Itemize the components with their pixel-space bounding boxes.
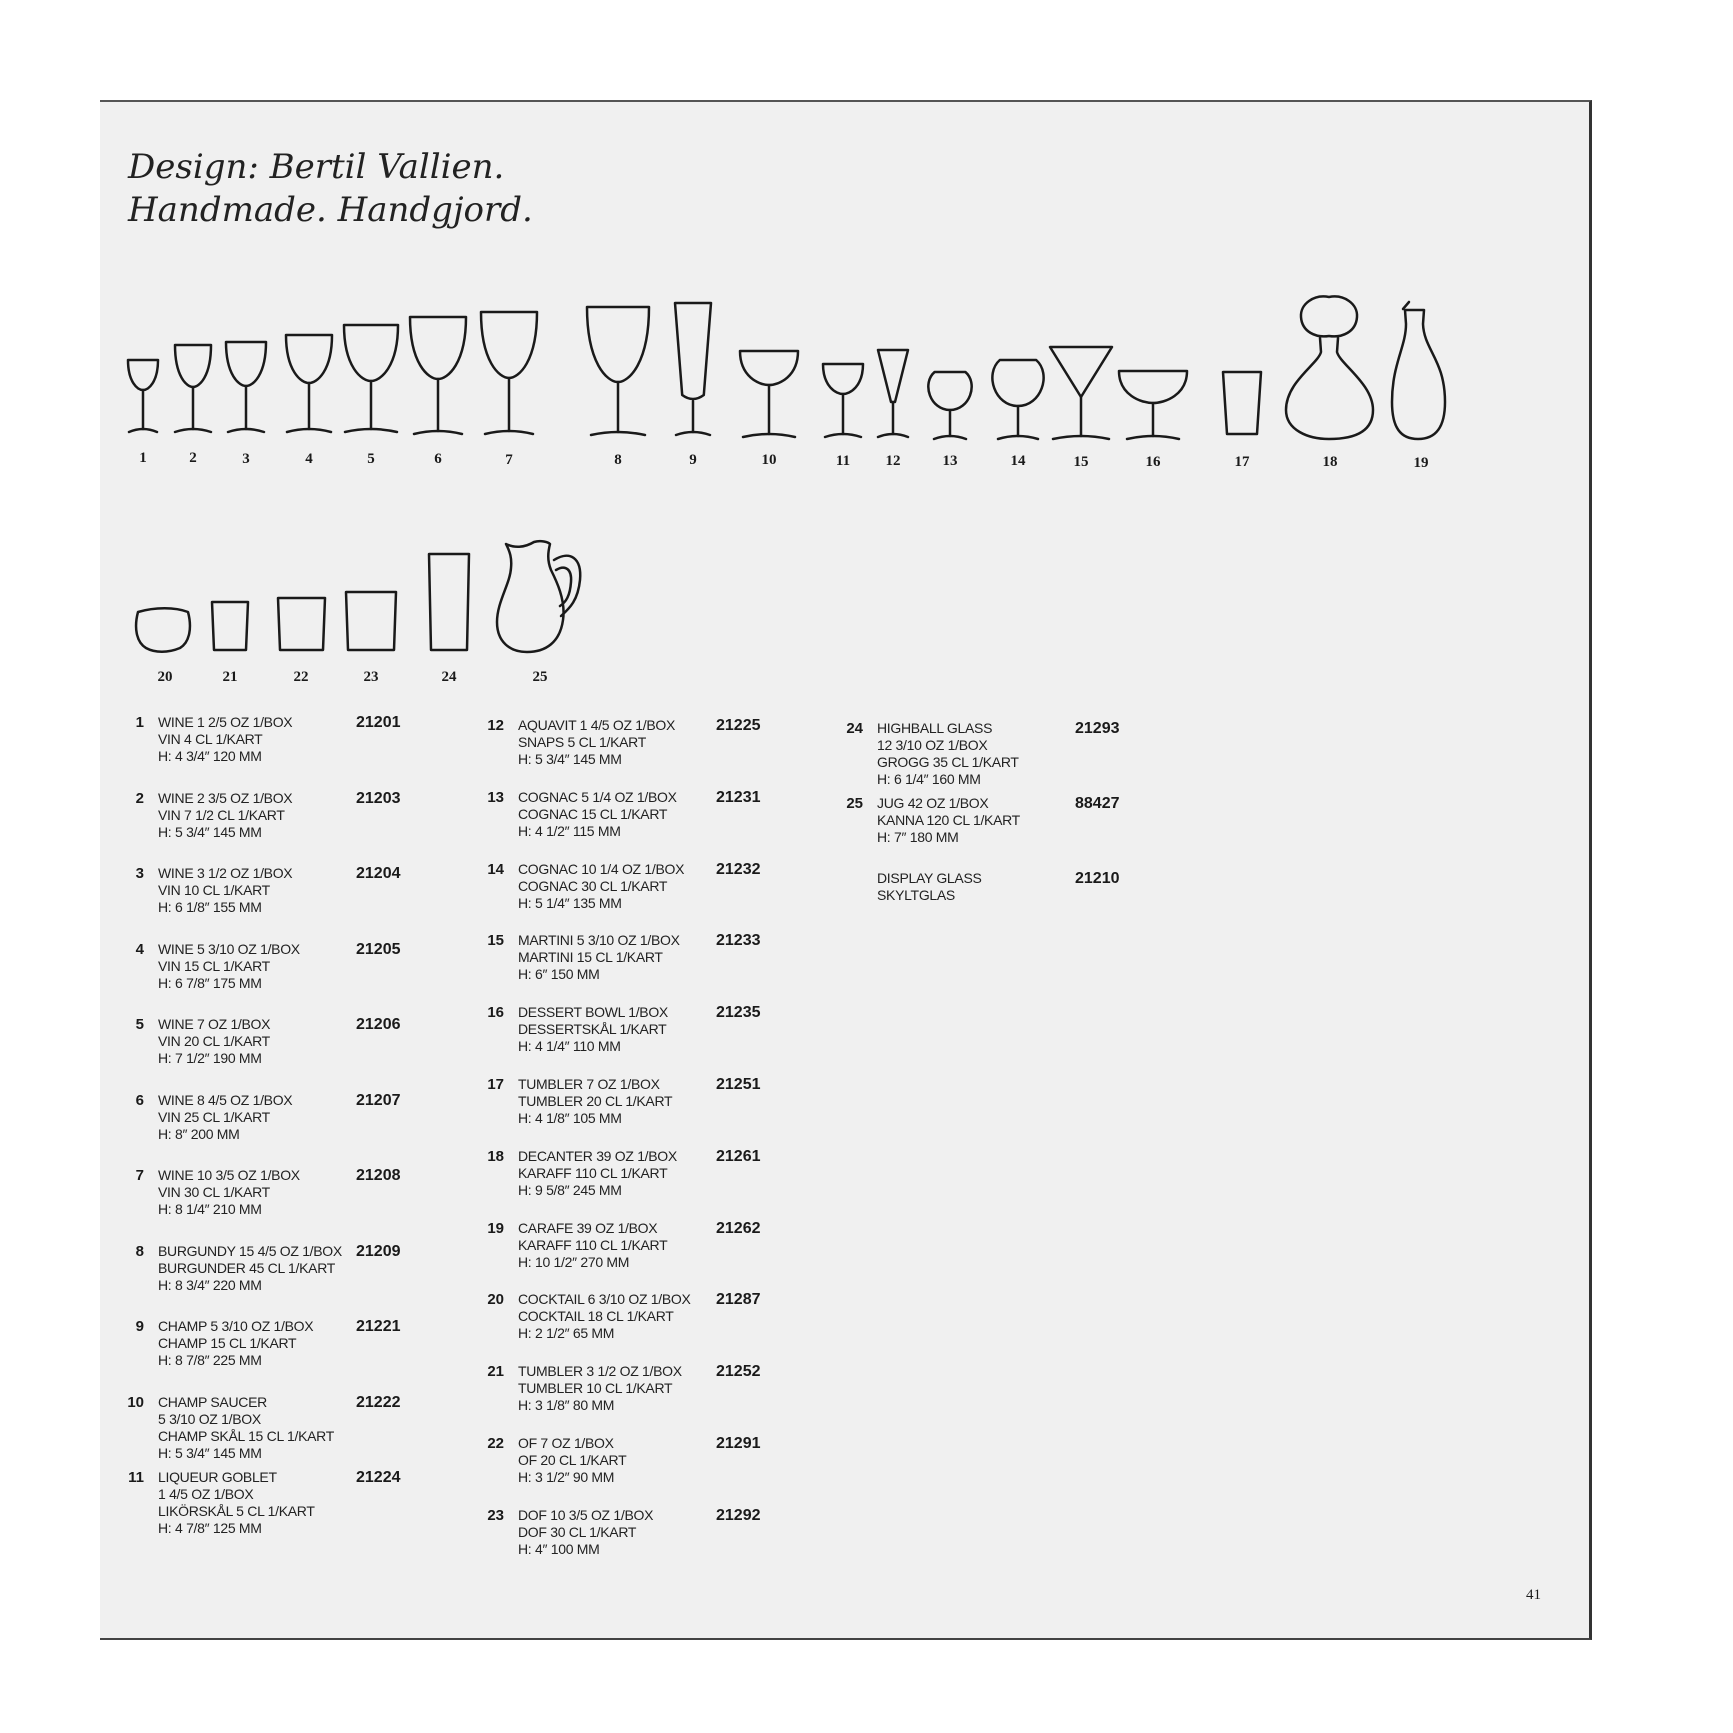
cocktail-glass-icon bbox=[136, 608, 190, 652]
entry-description bbox=[158, 1167, 300, 1218]
entry-description bbox=[158, 1394, 334, 1462]
entry-line: MARTINI 15 CL 1/KART bbox=[518, 949, 663, 966]
entry-line: H: 4 1/8″ 105 MM bbox=[518, 1110, 622, 1126]
entry-number: 4 bbox=[135, 940, 144, 958]
glass-number-label: 17 bbox=[1234, 454, 1250, 470]
entry-line: OF 20 CL 1/KART bbox=[518, 1452, 627, 1468]
entry-description bbox=[877, 870, 982, 904]
small-wine-glass-icon bbox=[128, 360, 158, 432]
entry-description bbox=[158, 1016, 270, 1067]
glass-number-label: 20 bbox=[157, 669, 173, 685]
glass-number-label: 9 bbox=[689, 452, 697, 468]
product-entry bbox=[478, 1076, 818, 1156]
article-code: 21222 bbox=[356, 1393, 401, 1411]
product-entry bbox=[478, 1435, 818, 1515]
entry-number: 22 bbox=[487, 1435, 504, 1452]
champagne-saucer-icon bbox=[740, 351, 798, 437]
entry-line: JUG 42 OZ 1/BOX bbox=[877, 795, 989, 811]
article-code: 21208 bbox=[356, 1167, 401, 1184]
entry-number: 24 bbox=[846, 720, 863, 737]
article-code: 21287 bbox=[716, 1291, 761, 1309]
highball-glass-icon bbox=[429, 554, 469, 650]
entry-line: VIN 15 CL 1/KART bbox=[158, 957, 270, 974]
article-code: 21292 bbox=[716, 1506, 761, 1524]
article-code: 21293 bbox=[1075, 720, 1120, 737]
entry-line: H: 10 1/2″ 270 MM bbox=[518, 1253, 630, 1270]
glass-number-label: 14 bbox=[1010, 453, 1026, 469]
entry-description bbox=[518, 1076, 672, 1127]
article-code: 21231 bbox=[716, 788, 761, 806]
glass-number-label: 12 bbox=[885, 453, 901, 469]
entry-number: 9 bbox=[135, 1318, 144, 1335]
glass-number-label: 6 bbox=[434, 451, 442, 467]
article-code: 21262 bbox=[716, 1219, 761, 1237]
entry-line: OF 7 OZ 1/BOX bbox=[518, 1435, 614, 1451]
article-code: 21261 bbox=[716, 1147, 761, 1165]
entry-number: 17 bbox=[487, 1076, 504, 1093]
product-entry bbox=[478, 1507, 818, 1587]
entry-description bbox=[518, 1435, 626, 1486]
glass-number-label: 18 bbox=[1322, 454, 1338, 470]
entry-number: 13 bbox=[487, 788, 504, 806]
product-entry bbox=[118, 1318, 458, 1398]
glass-number-label: 24 bbox=[441, 669, 457, 685]
article-code: 21210 bbox=[1075, 870, 1120, 887]
glass-number-label: 1 bbox=[139, 450, 147, 466]
entry-description bbox=[518, 1363, 682, 1414]
product-entry bbox=[118, 1394, 458, 1474]
entry-description bbox=[518, 789, 677, 840]
glass-number-label: 8 bbox=[614, 452, 622, 468]
article-code: 21207 bbox=[356, 1091, 401, 1109]
entry-description bbox=[518, 1148, 677, 1199]
entry-line: H: 4 3/4″ 120 MM bbox=[158, 748, 262, 764]
product-entry bbox=[118, 790, 458, 870]
entry-number: 21 bbox=[487, 1363, 504, 1381]
entry-line: H: 5 3/4″ 145 MM bbox=[158, 1444, 262, 1461]
entry-line: DESSERT BOWL 1/BOX bbox=[518, 1004, 668, 1021]
entry-line: LIKÖRSKÅL 5 CL 1/KART bbox=[158, 1503, 315, 1519]
wine-glass-icon bbox=[344, 325, 398, 432]
entry-line: COGNAC 5 1/4 OZ 1/BOX bbox=[518, 788, 677, 805]
wine-glass-icon bbox=[410, 317, 466, 434]
entry-line: H: 6 7/8″ 175 MM bbox=[158, 974, 262, 991]
decanter-icon bbox=[1286, 296, 1373, 439]
entry-line: WINE 7 OZ 1/BOX bbox=[158, 1016, 271, 1032]
product-entry bbox=[118, 941, 458, 1021]
entry-line: SNAPS 5 CL 1/KART bbox=[518, 734, 646, 750]
glass-number-label: 25 bbox=[532, 669, 548, 685]
entry-number: 12 bbox=[487, 717, 504, 734]
wine-glass-icon bbox=[226, 342, 266, 432]
entry-description bbox=[158, 1243, 342, 1294]
cognac-glass-icon bbox=[928, 372, 971, 439]
carafe-icon bbox=[1392, 302, 1445, 439]
product-entry bbox=[478, 1004, 818, 1084]
product-entry bbox=[478, 861, 818, 941]
entry-description bbox=[518, 717, 675, 768]
entry-number: 20 bbox=[487, 1291, 504, 1309]
entry-number: 8 bbox=[135, 1242, 144, 1260]
product-entry bbox=[478, 1291, 818, 1371]
tumbler-icon bbox=[212, 602, 248, 650]
entry-description bbox=[518, 1291, 691, 1342]
entry-line: BURGUNDY 15 4/5 OZ 1/BOX bbox=[158, 1242, 342, 1259]
entry-line: H: 4 1/2″ 115 MM bbox=[518, 822, 621, 839]
entry-description bbox=[158, 714, 292, 765]
article-code: 21205 bbox=[356, 940, 401, 958]
product-entry bbox=[118, 865, 458, 945]
old-fashioned-glass-icon bbox=[278, 598, 325, 650]
product-entry bbox=[118, 1167, 458, 1247]
entry-line: HIGHBALL GLASS bbox=[877, 720, 993, 736]
entry-line: AQUAVIT 1 4/5 OZ 1/BOX bbox=[518, 717, 676, 733]
entry-number: 2 bbox=[135, 789, 144, 807]
entry-line: H: 6 1/8″ 155 MM bbox=[158, 899, 262, 915]
burgundy-glass-icon bbox=[587, 307, 649, 435]
product-entry bbox=[478, 932, 818, 1012]
glass-number-label: 23 bbox=[363, 669, 379, 685]
entry-line: WINE 10 3/5 OZ 1/BOX bbox=[158, 1167, 300, 1183]
entry-description bbox=[518, 1507, 653, 1558]
entry-description bbox=[158, 941, 300, 992]
entry-line: VIN 30 CL 1/KART bbox=[158, 1184, 270, 1200]
entry-line: GROGG 35 CL 1/KART bbox=[877, 754, 1019, 770]
entry-line: TUMBLER 20 CL 1/KART bbox=[518, 1093, 673, 1109]
entry-line: KARAFF 110 CL 1/KART bbox=[518, 1236, 668, 1253]
glass-number-label: 13 bbox=[942, 453, 958, 469]
entry-number: 7 bbox=[135, 1167, 144, 1184]
entry-line: VIN 4 CL 1/KART bbox=[158, 731, 263, 747]
article-code: 21204 bbox=[356, 865, 401, 882]
entry-line: H: 4″ 100 MM bbox=[518, 1540, 600, 1557]
cognac-glass-icon bbox=[992, 360, 1043, 439]
glass-number-label: 5 bbox=[367, 451, 375, 467]
product-entry bbox=[478, 717, 818, 797]
glass-number-label: 11 bbox=[835, 453, 851, 469]
product-entry bbox=[118, 1469, 458, 1549]
entry-line: H: 5 1/4″ 135 MM bbox=[518, 894, 622, 911]
entry-line: VIN 25 CL 1/KART bbox=[158, 1108, 270, 1125]
entry-line: H: 8 1/4″ 210 MM bbox=[158, 1201, 262, 1217]
entry-line: H: 8″ 200 MM bbox=[158, 1125, 240, 1142]
article-code: 21225 bbox=[716, 717, 761, 734]
entry-line: H: 3 1/8″ 80 MM bbox=[518, 1397, 615, 1414]
glass-number-label: 19 bbox=[1413, 455, 1429, 471]
jug-icon bbox=[497, 541, 580, 652]
entry-line: KANNA 120 CL 1/KART bbox=[877, 812, 1020, 828]
entry-line: COGNAC 10 1/4 OZ 1/BOX bbox=[518, 860, 685, 877]
product-entry bbox=[837, 795, 1177, 875]
entry-line: VIN 7 1/2 CL 1/KART bbox=[158, 806, 285, 823]
entry-description bbox=[518, 861, 684, 912]
entry-line: H: 8 3/4″ 220 MM bbox=[158, 1276, 262, 1293]
entry-number: 14 bbox=[487, 860, 504, 878]
entry-line: KARAFF 110 CL 1/KART bbox=[518, 1164, 668, 1181]
entry-description bbox=[518, 932, 680, 983]
entry-line: COGNAC 15 CL 1/KART bbox=[518, 805, 668, 822]
entry-line: CHAMP 15 CL 1/KART bbox=[158, 1335, 297, 1351]
entry-line: DESSERTSKÅL 1/KART bbox=[518, 1021, 667, 1038]
entry-line: TUMBLER 10 CL 1/KART bbox=[518, 1380, 673, 1397]
glass-number-label: 3 bbox=[242, 451, 250, 467]
entry-number: 1 bbox=[135, 714, 144, 731]
entry-line: LIQUEUR GOBLET bbox=[158, 1469, 277, 1485]
entry-description bbox=[877, 720, 1019, 788]
champagne-flute-icon bbox=[675, 303, 711, 435]
product-entry bbox=[118, 1016, 458, 1096]
entry-number: 18 bbox=[487, 1147, 504, 1165]
entry-line: COCKTAIL 18 CL 1/KART bbox=[518, 1308, 674, 1325]
wine-glass-icon bbox=[286, 335, 332, 432]
product-entry bbox=[478, 1148, 818, 1228]
entry-line: SKYLTGLAS bbox=[877, 887, 955, 903]
glass-number-label: 15 bbox=[1073, 454, 1089, 470]
entry-line: WINE 8 4/5 OZ 1/BOX bbox=[158, 1091, 293, 1108]
product-entry bbox=[118, 714, 458, 794]
entry-description bbox=[158, 1092, 292, 1143]
entry-description bbox=[158, 865, 292, 916]
entry-line: 12 3/10 OZ 1/BOX bbox=[877, 737, 988, 753]
entry-number: 10 bbox=[127, 1393, 144, 1411]
glass-number-label: 16 bbox=[1145, 454, 1161, 470]
product-entry bbox=[478, 1363, 818, 1443]
article-code: 21233 bbox=[716, 932, 761, 950]
entry-line: H: 6″ 150 MM bbox=[518, 966, 600, 983]
entry-number: 23 bbox=[487, 1506, 504, 1524]
entry-description bbox=[158, 1318, 313, 1369]
entry-line: BURGUNDER 45 CL 1/KART bbox=[158, 1259, 336, 1276]
entry-line: CARAFE 39 OZ 1/BOX bbox=[518, 1219, 658, 1236]
entry-description bbox=[518, 1004, 668, 1055]
article-code: 21203 bbox=[356, 789, 401, 807]
article-code: 21221 bbox=[356, 1318, 401, 1335]
product-entry bbox=[118, 1243, 458, 1323]
designer-line: Design: Bertil Vallien. bbox=[128, 147, 505, 187]
entry-line: WINE 2 3/5 OZ 1/BOX bbox=[158, 789, 293, 806]
entry-line: DECANTER 39 OZ 1/BOX bbox=[518, 1147, 677, 1164]
entry-line: DISPLAY GLASS bbox=[877, 870, 982, 886]
entry-description bbox=[518, 1220, 667, 1271]
glassware-illustrations bbox=[100, 102, 1592, 692]
entry-description bbox=[158, 1469, 315, 1537]
entry-number: 16 bbox=[487, 1004, 504, 1022]
entry-line: H: 4 1/4″ 110 MM bbox=[518, 1038, 621, 1055]
aquavit-glass-icon bbox=[878, 350, 908, 437]
entry-line: H: 9 5/8″ 245 MM bbox=[518, 1181, 622, 1198]
glass-number-label: 4 bbox=[305, 451, 313, 467]
entry-number: 19 bbox=[487, 1219, 504, 1237]
entry-line: DOF 30 CL 1/KART bbox=[518, 1523, 637, 1540]
entry-line: H: 4 7/8″ 125 MM bbox=[158, 1520, 262, 1536]
entry-line: WINE 5 3/10 OZ 1/BOX bbox=[158, 940, 300, 957]
article-code: 21252 bbox=[716, 1363, 761, 1381]
entry-line: VIN 20 CL 1/KART bbox=[158, 1033, 270, 1049]
tumbler-icon bbox=[1223, 372, 1261, 434]
wine-glass-icon bbox=[175, 345, 211, 432]
entry-line: VIN 10 CL 1/KART bbox=[158, 882, 270, 898]
entry-line: 5 3/10 OZ 1/BOX bbox=[158, 1410, 261, 1427]
entry-line: H: 3 1/2″ 90 MM bbox=[518, 1469, 615, 1485]
entry-line: H: 6 1/4″ 160 MM bbox=[877, 771, 981, 787]
article-code: 21201 bbox=[356, 714, 401, 731]
entry-line: COCKTAIL 6 3/10 OZ 1/BOX bbox=[518, 1291, 691, 1308]
entry-number: 11 bbox=[128, 1469, 144, 1486]
entry-number: 25 bbox=[846, 795, 863, 812]
glass-number-label: 21 bbox=[222, 669, 238, 685]
glass-number-label: 10 bbox=[761, 452, 777, 468]
wine-glass-icon bbox=[481, 312, 537, 434]
glass-number-label: 2 bbox=[189, 450, 197, 466]
article-code: 21235 bbox=[716, 1004, 761, 1022]
product-entry bbox=[837, 870, 1177, 950]
entry-line: CHAMP SAUCER bbox=[158, 1393, 267, 1410]
product-entry bbox=[837, 720, 1177, 800]
article-code: 88427 bbox=[1075, 795, 1120, 812]
entry-line: MARTINI 5 3/10 OZ 1/BOX bbox=[518, 932, 680, 949]
product-entry bbox=[478, 1220, 818, 1300]
entry-line: TUMBLER 3 1/2 OZ 1/BOX bbox=[518, 1363, 682, 1380]
double-old-fashioned-glass-icon bbox=[346, 592, 396, 650]
entry-line: H: 7 1/2″ 190 MM bbox=[158, 1050, 262, 1066]
entry-line: DOF 10 3/5 OZ 1/BOX bbox=[518, 1506, 654, 1523]
entry-number: 6 bbox=[135, 1091, 144, 1109]
article-code: 21224 bbox=[356, 1469, 401, 1486]
entry-line: WINE 3 1/2 OZ 1/BOX bbox=[158, 865, 293, 881]
dessert-bowl-icon bbox=[1119, 371, 1187, 439]
handmade-line: Handmade. Handgjord. bbox=[128, 190, 533, 230]
entry-line: TUMBLER 7 OZ 1/BOX bbox=[518, 1076, 660, 1092]
entry-line: H: 5 3/4″ 145 MM bbox=[158, 823, 262, 840]
martini-glass-icon bbox=[1050, 347, 1112, 439]
page-number: 41 bbox=[1526, 1587, 1541, 1603]
entry-description bbox=[158, 790, 292, 841]
entry-line: COGNAC 30 CL 1/KART bbox=[518, 877, 668, 894]
article-code: 21291 bbox=[716, 1435, 761, 1452]
product-entry bbox=[118, 1092, 458, 1172]
entry-line: H: 7″ 180 MM bbox=[877, 829, 959, 845]
entry-line: 1 4/5 OZ 1/BOX bbox=[158, 1486, 254, 1502]
article-code: 21206 bbox=[356, 1016, 401, 1033]
glass-number-label: 7 bbox=[505, 452, 513, 468]
product-entry bbox=[478, 789, 818, 869]
glass-number-label: 22 bbox=[293, 669, 309, 685]
entry-line: CHAMP 5 3/10 OZ 1/BOX bbox=[158, 1318, 314, 1334]
entry-line: H: 2 1/2″ 65 MM bbox=[518, 1325, 615, 1342]
entry-line: H: 5 3/4″ 145 MM bbox=[518, 751, 622, 767]
entry-number: 5 bbox=[135, 1016, 144, 1033]
entry-line: H: 8 7/8″ 225 MM bbox=[158, 1352, 262, 1368]
catalog-page bbox=[100, 100, 1592, 1640]
entry-description bbox=[877, 795, 1020, 846]
entry-number: 15 bbox=[487, 932, 504, 950]
entry-number: 3 bbox=[135, 865, 144, 882]
entry-line: WINE 1 2/5 OZ 1/BOX bbox=[158, 714, 293, 730]
liqueur-goblet-icon bbox=[823, 364, 863, 437]
article-code: 21209 bbox=[356, 1242, 401, 1260]
article-code: 21251 bbox=[716, 1076, 761, 1093]
entry-line: CHAMP SKÅL 15 CL 1/KART bbox=[158, 1427, 334, 1444]
article-code: 21232 bbox=[716, 860, 761, 878]
